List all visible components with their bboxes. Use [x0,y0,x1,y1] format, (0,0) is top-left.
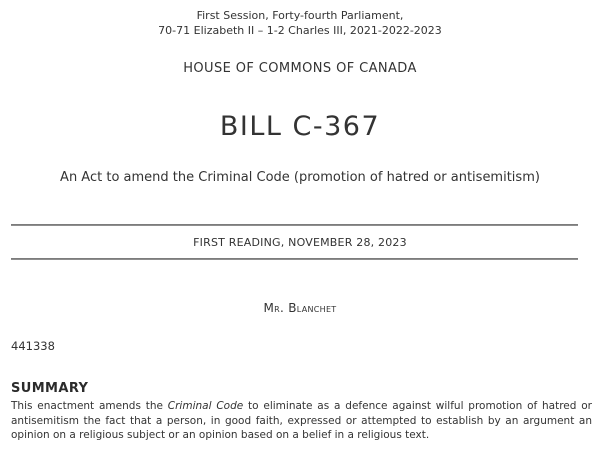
sponsor-name: Mr. Blanchet [263,301,337,315]
summary-text-after-italic: to eliminate as a defence against wilful promotion of hatred or antisemitism the fact that a person, in good faith, expressed or attempted to establish by an argument an opinion on a religious subject or an opinion based on a belief in a religious text. [11,400,592,442]
summary-paragraph [11,399,592,443]
bill-number-title: BILL C-367 [219,111,381,142]
publication-number: 441338 [11,339,55,353]
summary-text-before-italic: This enactment amends the [11,400,168,412]
first-reading-line: FIRST READING, NOVEMBER 28, 2023 [193,236,407,249]
summary-heading: SUMMARY [11,381,89,396]
horizontal-rule-bottom [11,258,578,260]
session-line-1: First Session, Forty-fourth Parliament, [196,9,404,22]
bill-long-title: An Act to amend the Criminal Code (promotion of hatred or antisemitism) [60,170,540,185]
session-line-2: 70-71 Elizabeth II – 1-2 Charles III, 2021-2022-2023 [158,24,442,37]
horizontal-rule-top [11,224,578,226]
chamber-title: HOUSE OF COMMONS OF CANADA [183,61,417,76]
summary-italic-act-name: Criminal Code [167,400,244,412]
